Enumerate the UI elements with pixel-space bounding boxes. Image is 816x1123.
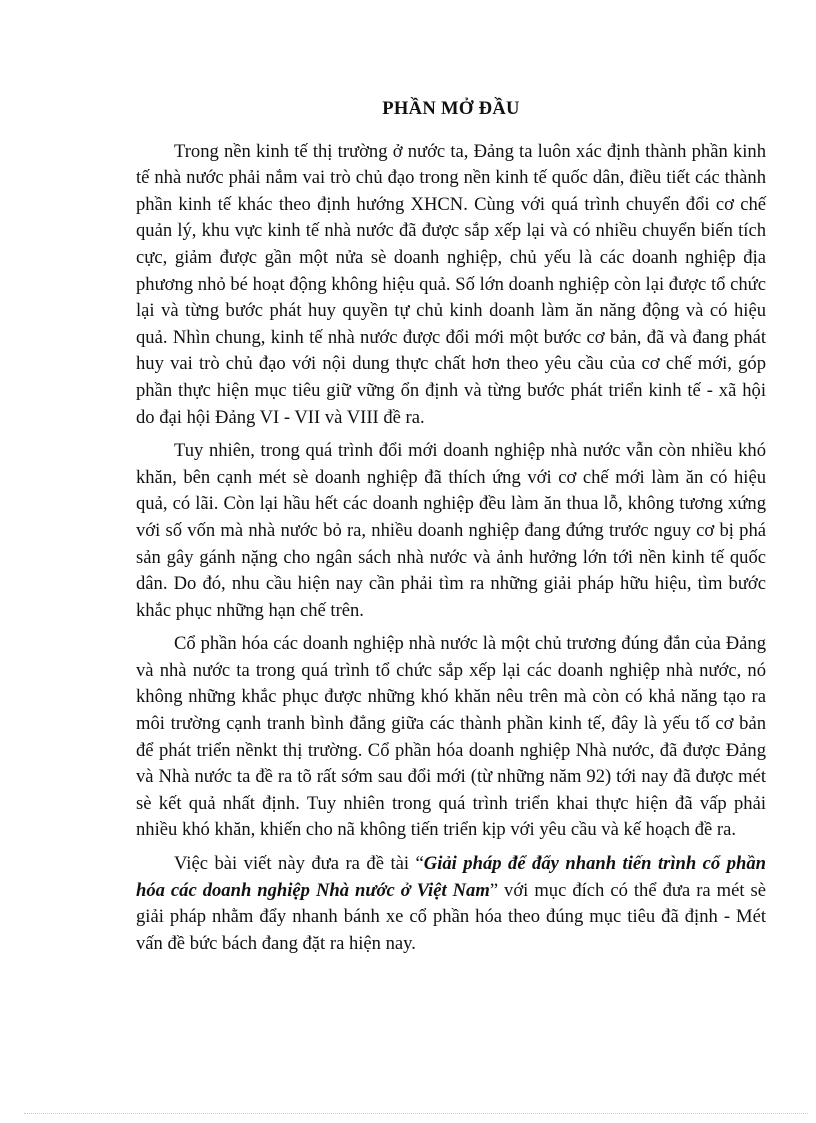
document-body [136, 96, 766, 964]
paragraph-4 [136, 851, 766, 957]
section-heading: PHẦN MỞ ĐẦU [382, 98, 520, 119]
thesis-title: Giải pháp để đẩy nhanh tiến trình cổ phần hóa các doanh nghiệp Nhà nước ở Việt Nam [136, 853, 766, 901]
paragraph-4-rest: ” với mục đích có thể đưa ra mét sè giải pháp nhằm đẩy nhanh bánh xe cổ phần hóa theo đúng mục tiêu đã định - Mét vấn đề bức bách đang đặt ra hiện nay. [136, 879, 766, 954]
paragraph-2: Tuy nhiên, trong quá trình đổi mới doanh nghiệp nhà nước vẫn còn nhiều khó khăn, bên cạnh mét sè doanh nghiệp đã thích ứng với cơ chế mới làm ăn có hiệu quả, có lãi. Còn lại hầu hết các doanh nghiệp đều làm ăn thua lỗ, không tương xứng với số vốn mà nhà nước bỏ ra, nhiều doanh nghiệp đang đứng trước nguy cơ bị phá sản gây gánh nặng cho ngân sách nhà nước và ảnh hưởng lớn tới nền kinh tế quốc dân. Do đó, nhu cầu hiện nay cần phải tìm ra những giải pháp hữu hiệu, tìm bước khắc phục những hạn chế trên. [136, 440, 766, 621]
paragraph-3: Cổ phần hóa các doanh nghiệp nhà nước là một chủ trương đúng đắn của Đảng và nhà nước ta trong quá trình tổ chức sắp xếp lại các doanh nghiệp nhà nước, nó không những khắc phục được những khó khăn nêu trên mà còn có khả năng tạo ra môi trường cạnh tranh bình đẳng giữa các thành phần kinh tế, đây là yếu tố cơ bản để phát triển nềnkt thị trường. Cổ phần hóa doanh nghiệp Nhà nước, đã được Đảng và Nhà nước ta đề ra tõ rất sớm sau đổi mới (từ những năm 92) tới nay đã được mét sè kết quả nhất định. Tuy nhiên trong quá trình triển khai thực hiện đã vấp phải nhiều khó khăn, khiến cho nã không tiến triển kịp với yêu cầu và kế hoạch đề ra. [136, 633, 766, 841]
paragraph-1: Trong nền kinh tế thị trường ở nước ta, Đảng ta luôn xác định thành phần kinh tế nhà nước phải nắm vai trò chủ đạo trong nền kinh tế quốc dân, điều tiết các thành phần kinh tế khác theo định hướng XHCN. Cùng với quá trình chuyển đổi cơ chế quản lý, khu vực kinh tế nhà nước đã được sắp xếp lại và có nhiều chuyển biến tích cực, giảm được gần một nửa sè doanh nghiệp, chủ yếu là các doanh nghiệp địa phương nhỏ bé hoạt động không hiệu quả. Số lớn doanh nghiệp còn lại được tổ chức lại và từng bước phát huy quyền tự chủ kinh doanh làm ăn năng động và có hiệu quả. Nhìn chung, kinh tế nhà nước được đổi mới một bước cơ bản, đã và đang phát huy vai trò chủ đạo với nội dung thực chất hơn theo yêu cầu của cơ chế mới, góp phần thực hiện mục tiêu giữ vững ổn định và từng bước phát triển kinh tế - xã hội do đại hội Đảng VI - VII và VIII đề ra. [136, 140, 766, 428]
page-bottom-rule [24, 1113, 808, 1114]
paragraph-4-intro: Việc bài viết này đưa ra đề tài “ [174, 853, 424, 875]
